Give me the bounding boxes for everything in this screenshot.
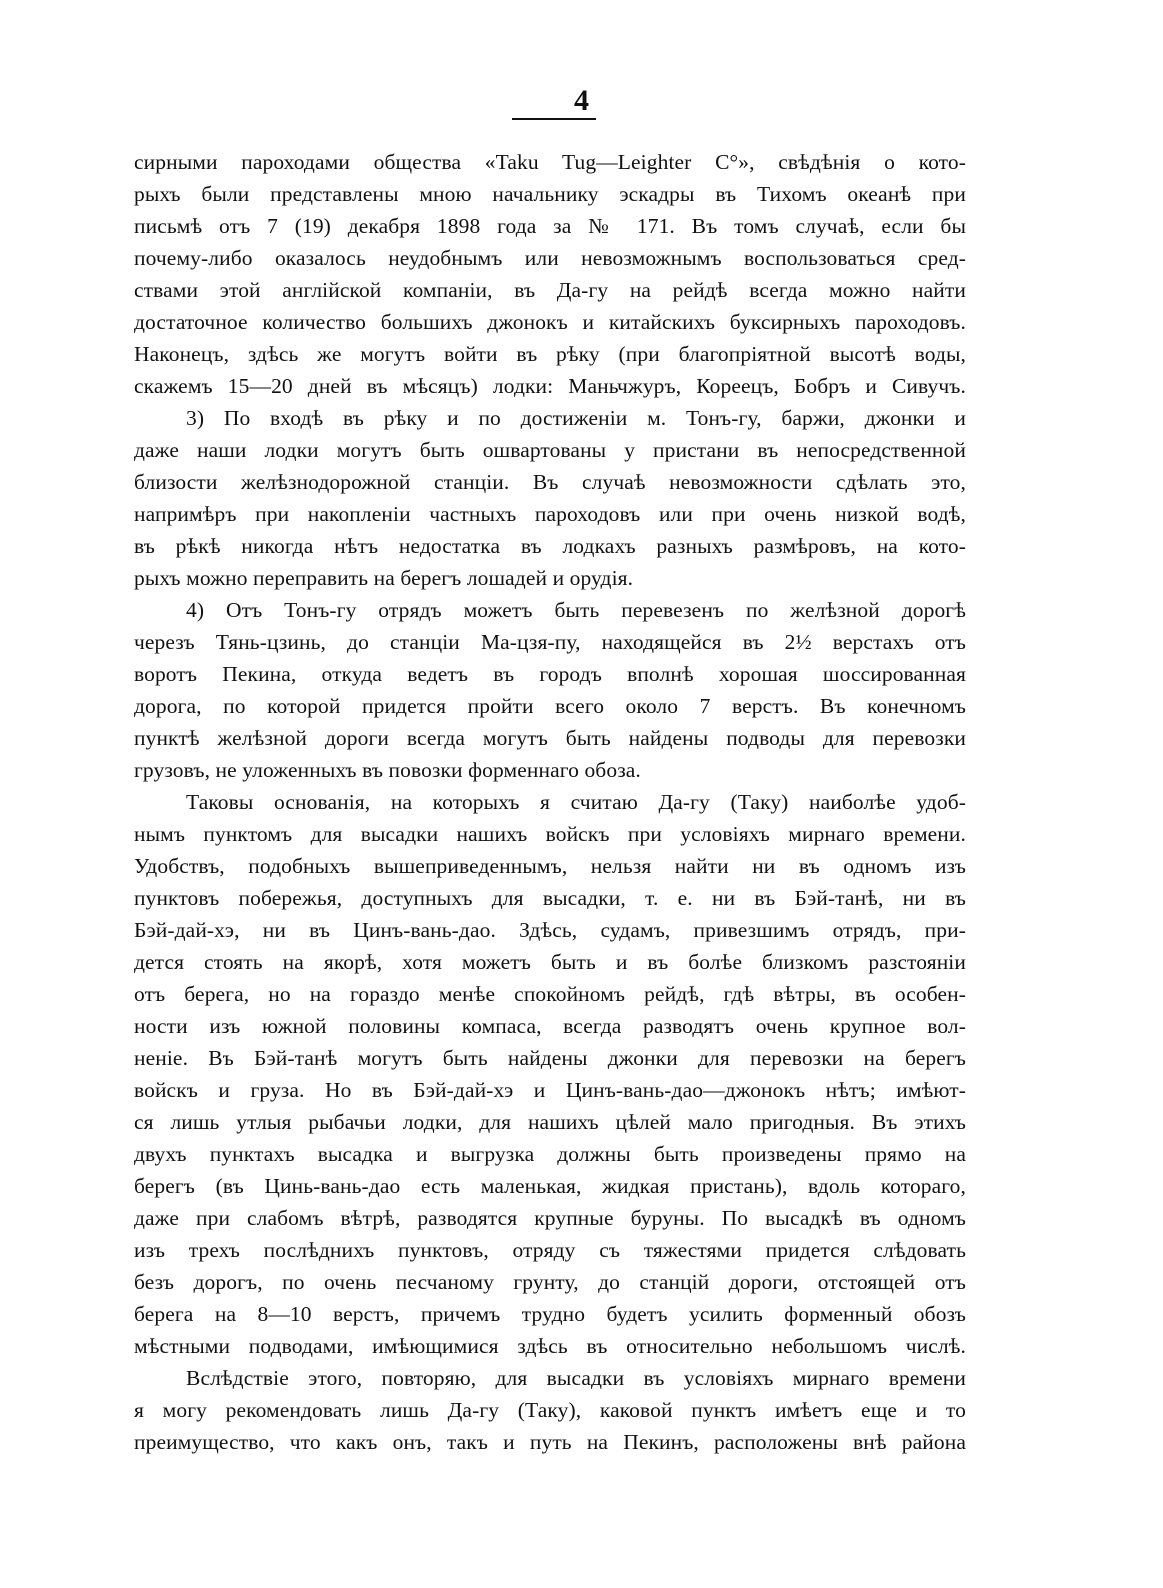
text-line: почему-либо оказалось неудобнымъ или невозможнымъ воспользоваться сред- [134,246,966,270]
text-line: 3) По входѣ въ рѣку и по достиженіи м. Тонъ-гу, баржи, джонки и [186,406,966,430]
text-line: близости желѣзнодорожной станціи. Въ случаѣ невозможности сдѣлать это, [134,470,966,494]
text-line: даже наши лодки могутъ быть ошвартованы у пристани въ непосредственной [134,438,966,462]
text-line: пунктовъ побережья, доступныхъ для высадки, т. е. ни въ Бэй-танѣ, ни въ [134,886,966,910]
text-line: дорога, по которой придется пройти всего около 7 верстъ. Въ конечномъ [134,694,966,718]
text-line: 4) Отъ Тонъ-гу отрядъ можетъ быть перевезенъ по желѣзной дорогѣ [186,598,966,622]
text-line: Вслѣдствіе этого, повторяю, для высадки въ условіяхъ мирнаго времени [186,1366,966,1390]
text-line: рыхъ были представлены мною начальнику эскадры въ Тихомъ океанѣ при [134,182,966,206]
text-line: даже при слабомъ вѣтрѣ, разводятся крупные буруны. По высадкѣ въ одномъ [134,1206,966,1230]
text-line: черезъ Тянь-цзинь, до станціи Ма-цзя-пу, находящейся въ 2½ верстахъ отъ [134,630,966,654]
text-line: сирными пароходами общества «Taku Tug—Leighter C°», свѣдѣнія о кото- [134,150,966,174]
text-line: напримѣръ при накопленіи частныхъ пароходовъ или при очень низкой водѣ, [134,502,966,526]
text-line: Бэй-дай-хэ, ни въ Цинъ-вань-дао. Здѣсь, судамъ, привезшимъ отрядъ, при- [134,918,966,942]
text-line: грузовъ, не уложенныхъ въ повозки форменнаго обоза. [134,758,641,782]
text-line: нымъ пунктомъ для высадки нашихъ войскъ при условіяхъ мирнаго времени. [134,822,966,846]
text-line: ности изъ южной половины компаса, всегда разводятъ очень крупное вол- [134,1014,966,1038]
text-line: берегъ (въ Цинь-вань-дао есть маленькая, жидкая пристань), вдоль котораго, [134,1174,966,1198]
text-line: Удобствъ, подобныхъ вышеприведеннымъ, нельзя найти ни въ одномъ изъ [134,854,966,878]
text-line: берега на 8—10 верстъ, причемъ трудно будетъ усилить форменный обозъ [134,1302,966,1326]
text-line: скажемъ 15—20 дней въ мѣсяцъ) лодки: Маньчжуръ, Кореецъ, Бобръ и Сивучъ. [134,374,966,398]
text-line: ся лишь утлыя рыбачьи лодки, для нашихъ цѣлей мало пригодныя. Въ этихъ [134,1110,966,1134]
text-line: пунктѣ желѣзной дороги всегда могутъ быть найдены подводы для перевозки [134,726,966,750]
text-line: неніе. Въ Бэй-танѣ могутъ быть найдены джонки для перевозки на берегъ [134,1046,966,1070]
text-line: безъ дорогъ, по очень песчаному грунту, до станцій дороги, отстоящей отъ [134,1270,966,1294]
text-line: изъ трехъ послѣднихъ пунктовъ, отряду съ тяжестями придется слѣдовать [134,1238,966,1262]
text-line: достаточное количество большихъ джонокъ и китайскихъ буксирныхъ пароходовъ. [134,310,966,334]
text-line: двухъ пунктахъ высадка и выгрузка должны быть произведены прямо на [134,1142,966,1166]
text-line: Таковы основанія, на которыхъ я считаю Да-гу (Таку) наиболѣе удоб- [186,790,966,814]
text-line: письмѣ отъ 7 (19) декабря 1898 года за № 171. Въ томъ случаѣ, если бы [134,214,966,238]
text-line: въ рѣкѣ никогда нѣтъ недостатка въ лодкахъ разныхъ размѣровъ, на кото- [134,534,966,558]
text-line: дется стоять на якорѣ, хотя можетъ быть и въ болѣе близкомъ разстояніи [134,950,966,974]
text-line: мѣстными подводами, имѣющимися здѣсь въ относительно небольшомъ числѣ. [134,1334,966,1358]
text-line: войскъ и груза. Но въ Бэй-дай-хэ и Цинъ-вань-дао—джонокъ нѣтъ; имѣют- [134,1078,966,1102]
text-line: ствами этой англійской компаніи, въ Да-гу на рейдѣ всегда можно найти [134,278,966,302]
page-number-rule [512,118,596,120]
text-line: рыхъ можно переправить на берегъ лошадей и орудія. [134,566,634,590]
text-line: Наконецъ, здѣсь же могутъ войти въ рѣку (при благопріятной высотѣ воды, [134,342,966,366]
text-line: преимущество, что какъ онъ, такъ и путь на Пекинъ, расположены внѣ района [134,1430,966,1454]
text-line: воротъ Пекина, откуда ведетъ въ городъ вполнѣ хорошая шоссированная [134,662,966,686]
text-line: я могу рекомендовать лишь Да-гу (Таку), каковой пунктъ имѣетъ еще и то [134,1398,966,1422]
page-number: 4 [574,84,589,117]
text-line: отъ берега, но на гораздо менѣе спокойномъ рейдѣ, гдѣ вѣтры, въ особен- [134,982,966,1006]
